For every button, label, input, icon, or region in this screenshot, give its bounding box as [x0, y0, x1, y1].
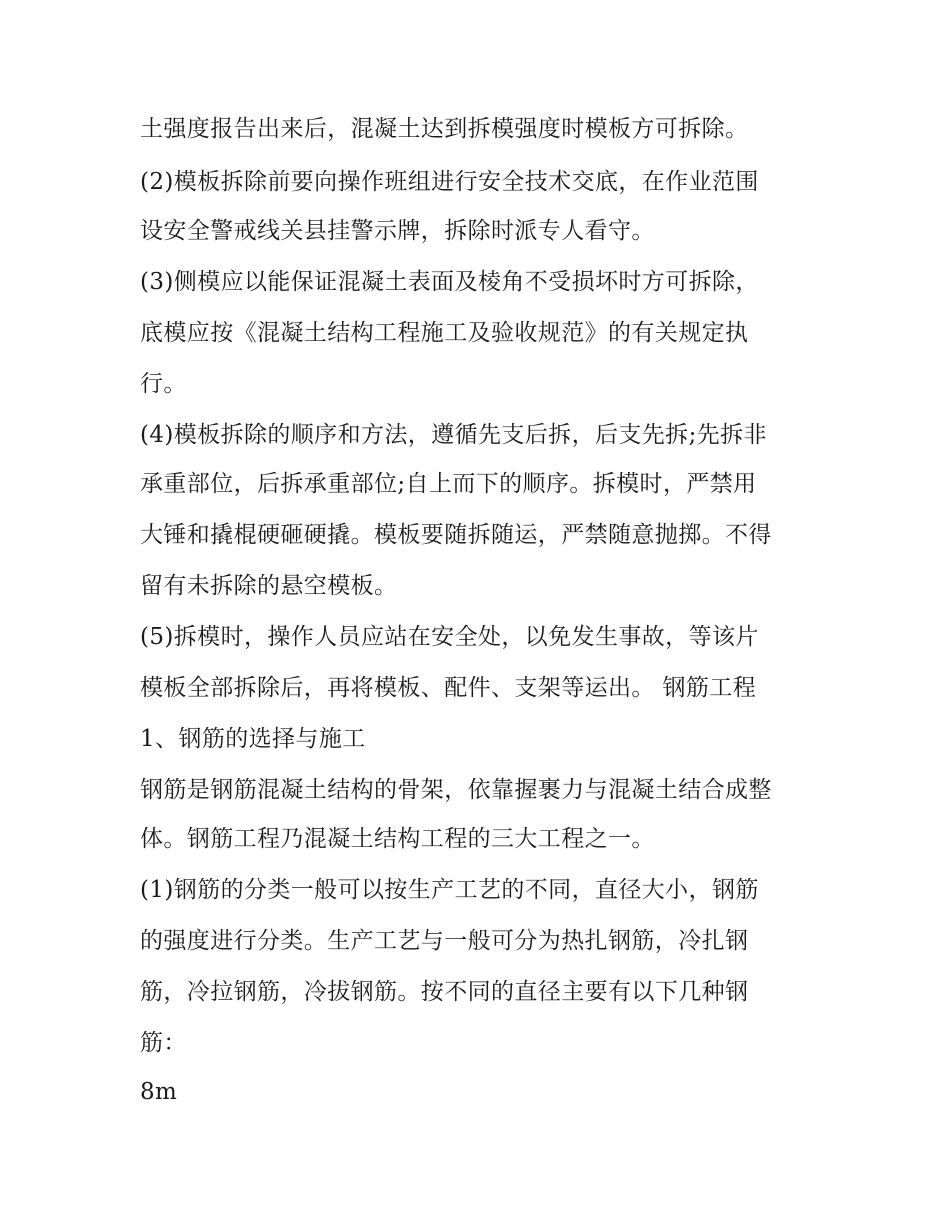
section-heading: 1、钢筋的选择与施工 — [140, 726, 366, 752]
text-line: 大锤和撬棍硬砸硬撬。模板要随拆随运，严禁随意抛掷。不得 — [140, 522, 772, 548]
text-line: 筋，冷拉钢筋，冷拔钢筋。按不同的直径主要有以下几种钢 — [140, 979, 749, 1005]
text-line: 底模应按《混凝土结构工程施工及验收规范》的有关规定执 — [140, 320, 749, 346]
text-line: (2)模板拆除前要向操作班组进行安全技术交底，在作业范围 — [140, 169, 759, 195]
text-line: (5)拆模时，操作人员应站在安全处，以免发生事故，等该片 — [140, 624, 759, 650]
text-line: 设安全警戒线关县挂警示牌，拆除时派专人看守。 — [140, 218, 655, 244]
text-line: 承重部位，后拆承重部位;自上而下的顺序。拆模时，严禁用 — [140, 471, 757, 497]
text-line: 8m — [140, 1079, 178, 1105]
text-line: 模板全部拆除后，再将模板、配件、支架等运出。 钢筋工程 — [140, 675, 757, 701]
text-line: 留有未拆除的悬空模板。 — [140, 573, 398, 599]
text-line: 的强度进行分类。生产工艺与一般可分为热扎钢筋，冷扎钢 — [140, 928, 749, 954]
text-line: 钢筋是钢筋混凝土结构的骨架，依靠握裹力与混凝土结合成整 — [140, 777, 772, 803]
text-line: 筋： — [140, 1030, 187, 1056]
text-line: (1)钢筋的分类一般可以按生产工艺的不同，直径大小，钢筋 — [140, 877, 759, 903]
text-line: 土强度报告出来后，混凝土达到拆模强度时模板方可拆除。 — [140, 116, 749, 142]
text-line: (3)侧模应以能保证混凝土表面及棱角不受损坏时方可拆除， — [140, 269, 759, 295]
text-line: (4)模板拆除的顺序和方法，遵循先支后拆，后支先拆;先拆非 — [140, 422, 767, 448]
text-line: 体。钢筋工程乃混凝土结构工程的三大工程之一。 — [140, 826, 655, 852]
text-line: 行。 — [140, 371, 187, 397]
